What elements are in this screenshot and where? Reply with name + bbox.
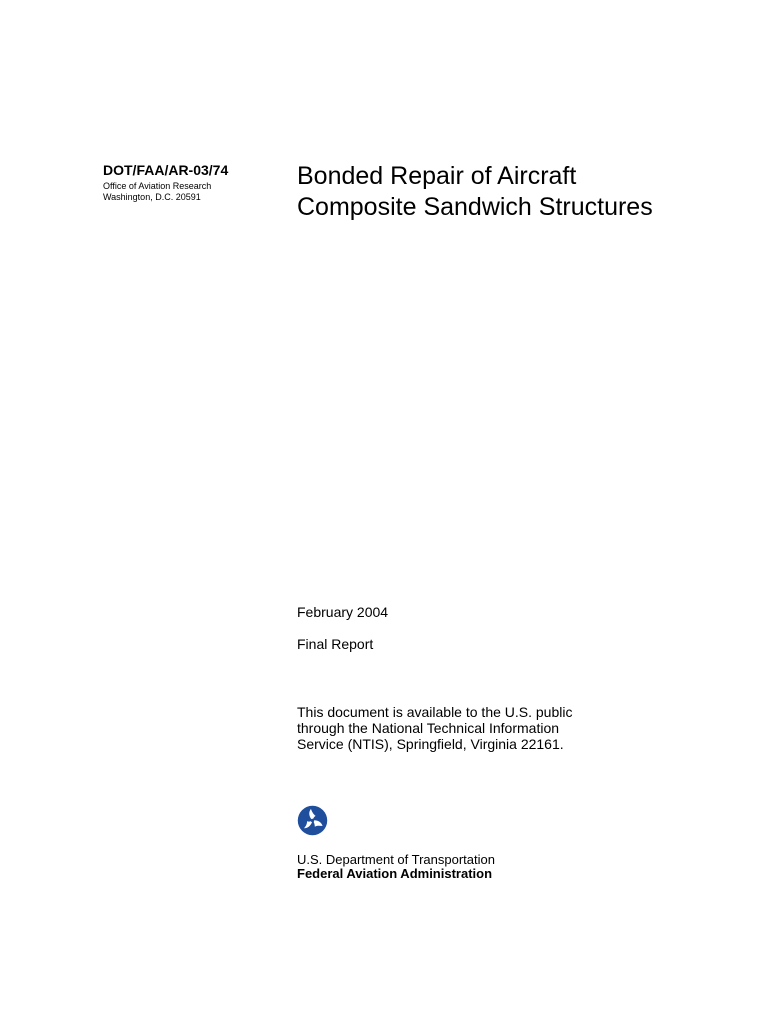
department-name: U.S. Department of Transportation — [297, 852, 495, 867]
availability-line-2: through the National Technical Information — [297, 720, 560, 736]
availability-line-1: This document is available to the U.S. public — [297, 704, 573, 720]
office-location: Washington, D.C. 20591 — [103, 192, 201, 202]
title-line-1: Bonded Repair of Aircraft — [297, 162, 577, 190]
report-number: DOT/FAA/AR-03/74 — [103, 162, 229, 178]
dot-triskelion-icon — [297, 805, 328, 836]
report-type: Final Report — [297, 636, 374, 652]
availability-line-3: Service (NTIS), Springfield, Virginia 22161. — [297, 736, 564, 752]
document-title — [297, 161, 653, 223]
title-line-2: Composite Sandwich Structures — [297, 193, 653, 221]
report-date: February 2004 — [297, 604, 389, 620]
availability-statement — [297, 704, 572, 752]
administration-name: Federal Aviation Administration — [297, 866, 493, 881]
office-block — [103, 181, 211, 203]
office-name: Office of Aviation Research — [103, 181, 212, 191]
agency-block — [297, 853, 495, 881]
